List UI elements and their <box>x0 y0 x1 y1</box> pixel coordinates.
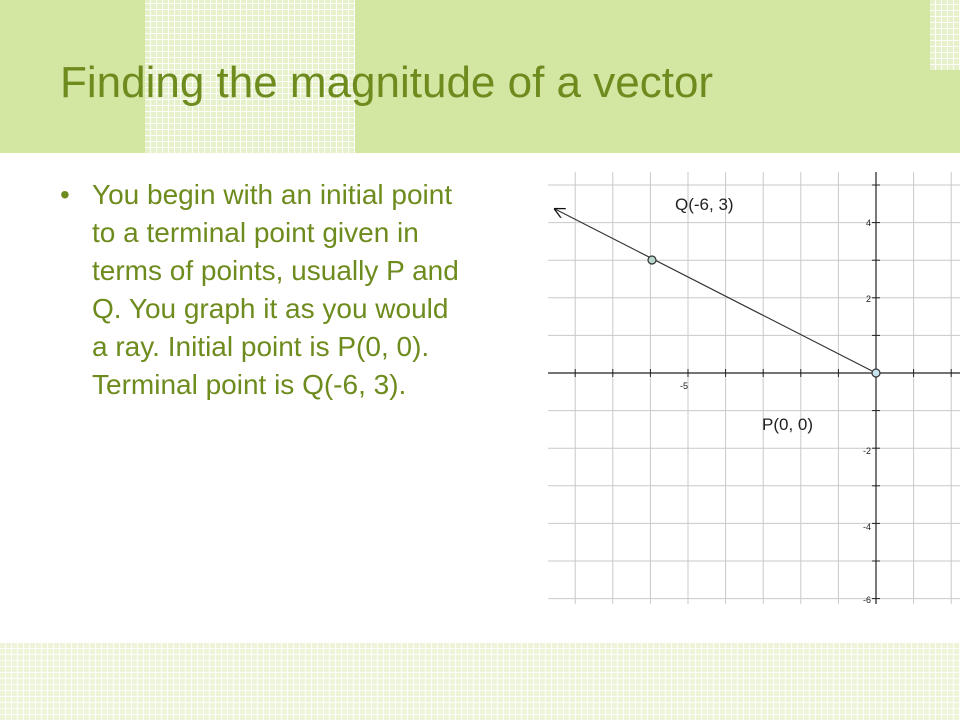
point-q <box>648 256 656 264</box>
footer-grid-band <box>0 643 960 720</box>
header-grid-pattern-right <box>930 0 960 70</box>
y-tick-label: -6 <box>862 595 871 604</box>
coordinate-graph <box>548 172 960 604</box>
bullet-text: You begin with an initial point to a terminal point given in terms of points, usually P and Q. You graph it as you would a ray. Initial point is P(0, 0). Terminal point is Q(-6, 3). <box>92 179 459 400</box>
point-p-label: P(0, 0) <box>762 415 814 434</box>
x-tick-label: -5 <box>679 381 689 391</box>
slide-title: Finding the magnitude of a vector <box>60 58 714 107</box>
bullet-dot-icon: • <box>60 179 70 210</box>
point-q-label: Q(-6, 3) <box>675 195 734 214</box>
y-tick-label: 2 <box>865 294 871 304</box>
y-tick-label: 4 <box>865 218 871 228</box>
vector-ray <box>555 209 876 373</box>
point-p <box>872 369 880 377</box>
y-tick-label: -2 <box>862 446 871 456</box>
header-band <box>0 0 960 153</box>
y-tick-label: -4 <box>862 522 871 532</box>
